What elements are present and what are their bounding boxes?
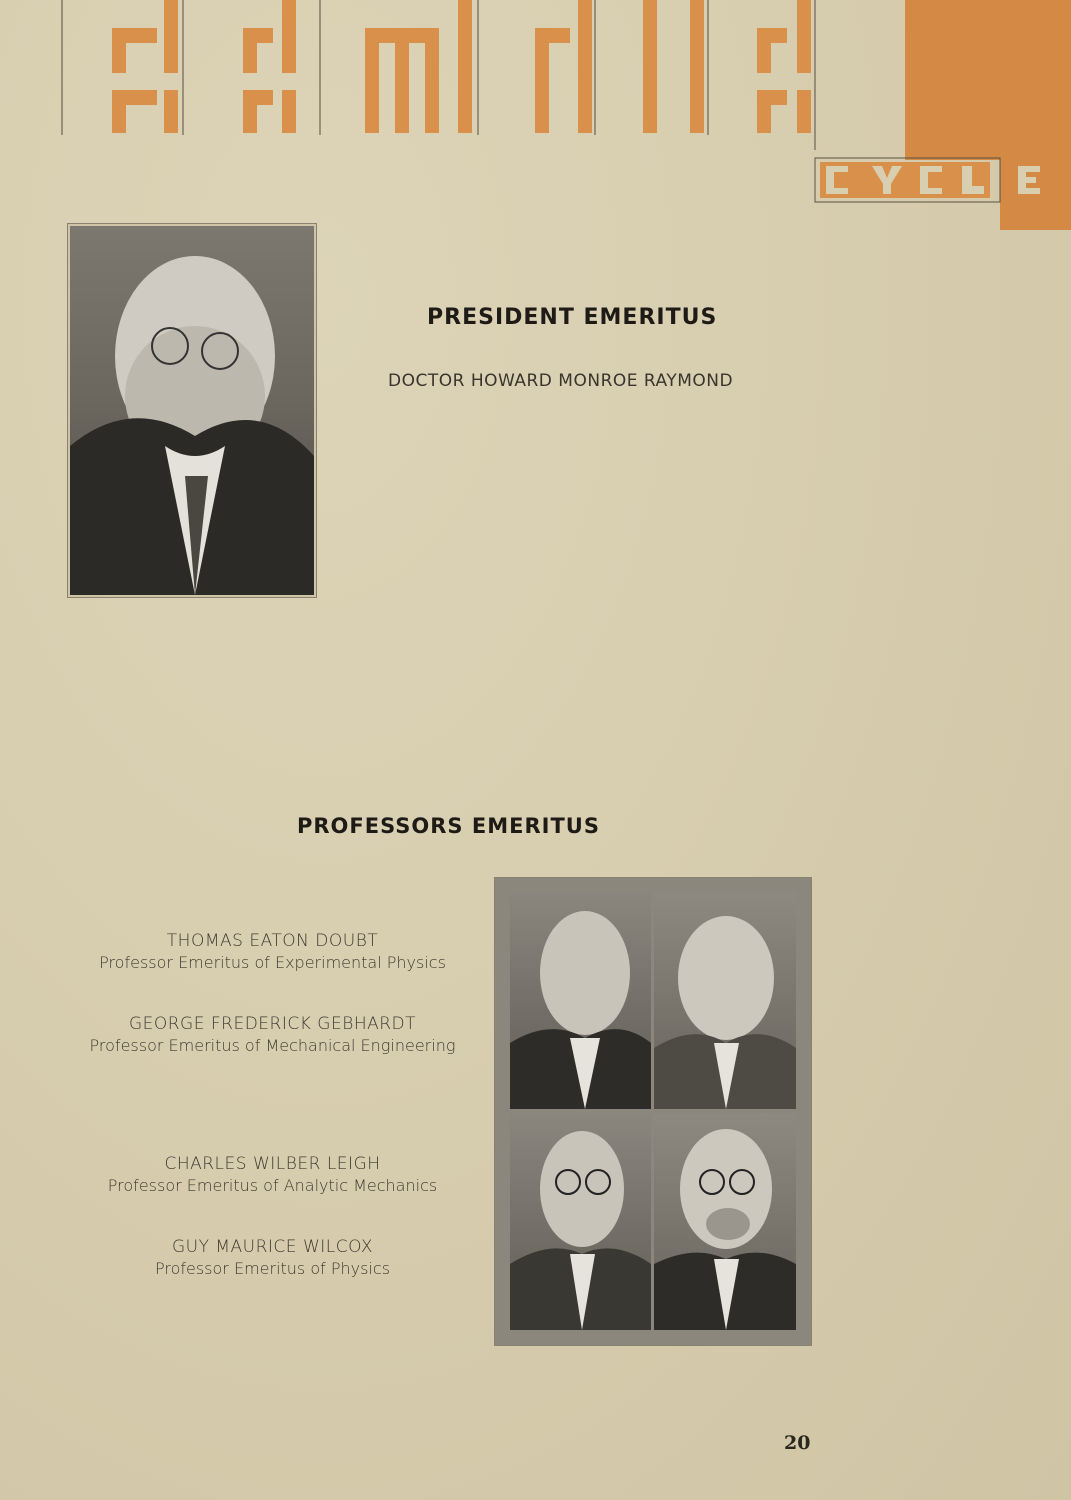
president-name: DOCTOR HOWARD MONROE RAYMOND [388,371,734,391]
page-number: 20 [784,1432,811,1454]
professor-portrait-photo [510,893,651,1109]
professor-title: Professor Emeritus of Mechanical Engineering [89,1036,456,1055]
professor-title: Professor Emeritus of Experimental Physics [99,953,446,972]
professor-portrait-photo [654,893,796,1109]
professor-title: Professor Emeritus of Analytic Mechanics [107,1176,438,1195]
professor-entry [60,930,485,974]
professor-name: THOMAS EATON DOUBT [166,931,379,951]
president-portrait-photo [70,226,314,595]
president-emeritus-heading: PRESIDENT EMERITUS [427,305,718,330]
professor-title: Professor Emeritus of Physics [154,1259,391,1278]
professor-entry [60,1013,485,1057]
professor-entry [60,1153,485,1197]
professor-entry [60,1236,485,1280]
professor-portrait-photo [654,1114,796,1330]
professor-portrait-photo [510,1114,651,1330]
professors-photo-grid [494,877,812,1346]
header-decoration [0,0,1071,240]
professors-emeritus-heading: PROFESSORS EMERITUS [297,814,600,838]
professor-name: CHARLES WILBER LEIGH [164,1154,381,1174]
president-photo-frame [67,223,317,598]
professor-name: GUY MAURICE WILCOX [171,1237,374,1257]
professor-name: GEORGE FREDERICK GEBHARDT [128,1014,417,1034]
